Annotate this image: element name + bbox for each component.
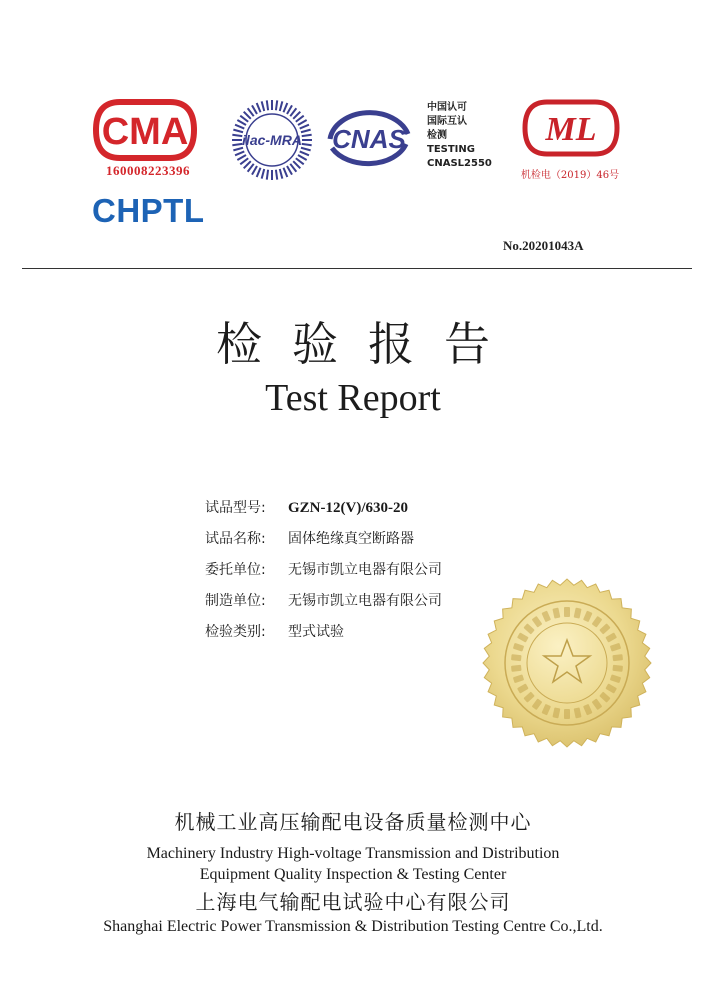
info-row-model: [205, 497, 442, 528]
info-value: GZN-12(V)/630-20: [288, 500, 408, 516]
info-label: 委托单位:: [205, 562, 266, 578]
organization-english-2: Shanghai Electric Power Transmission & Distribution Testing Centre Co.,Ltd.: [103, 918, 603, 935]
cnas-line: TESTING: [427, 144, 475, 155]
report-number: No.20201043A: [503, 238, 584, 253]
ilac-mra-logo-text: ilac-MRA: [242, 132, 302, 148]
info-value: 无锡市凯立电器有限公司: [288, 593, 442, 609]
info-row-type: [205, 621, 442, 652]
info-label: 检验类别:: [205, 624, 266, 640]
cnas-line: 中国认可: [427, 102, 467, 113]
header-divider: [22, 268, 692, 269]
cnas-line: 检测: [427, 130, 447, 141]
info-label: 试品名称:: [205, 531, 266, 547]
info-label: 试品型号:: [205, 500, 266, 516]
organization-english-1-line1: Machinery Industry High-voltage Transmission and Distribution: [146, 845, 560, 862]
title-chinese: 检验报告: [216, 317, 520, 371]
chptl-logo: CHPTL: [92, 192, 205, 229]
info-value: 固体绝缘真空断路器: [288, 531, 414, 547]
organization-chinese-2: 上海电气输配电试验中心有限公司: [195, 890, 511, 914]
cnas-logo-text: CNAS: [332, 124, 406, 154]
cma-logo-text: CMA: [101, 111, 189, 153]
info-value: 无锡市凯立电器有限公司: [288, 562, 442, 578]
organization-chinese-1: 机械工业高压输配电设备质量检测中心: [174, 810, 532, 834]
cnas-line: 国际互认: [427, 116, 467, 127]
gold-seal: [482, 578, 652, 748]
cnas-logo: [322, 104, 416, 174]
info-row-client: [205, 559, 442, 590]
report-info: [205, 497, 442, 652]
ilac-mra-logo: [230, 98, 314, 182]
info-value: 型式试验: [288, 624, 344, 640]
info-label: 制造单位:: [205, 593, 266, 609]
organization-english-1-line2: Equipment Quality Inspection & Testing Center: [199, 866, 507, 883]
ml-logo-text: ML: [545, 111, 597, 148]
organization-english-1: [0, 843, 706, 885]
cma-logo: [90, 96, 200, 164]
cnas-accreditation-text: [427, 101, 492, 171]
info-row-manufacturer: [205, 590, 442, 621]
ml-caption: 机检电（2019）46号: [520, 170, 620, 181]
title-english: Test Report: [265, 377, 441, 419]
cnas-line: CNASL2550: [427, 158, 492, 169]
ml-logo: [521, 96, 621, 160]
cma-number: 160008223396: [106, 163, 190, 178]
info-row-name: [205, 528, 442, 559]
